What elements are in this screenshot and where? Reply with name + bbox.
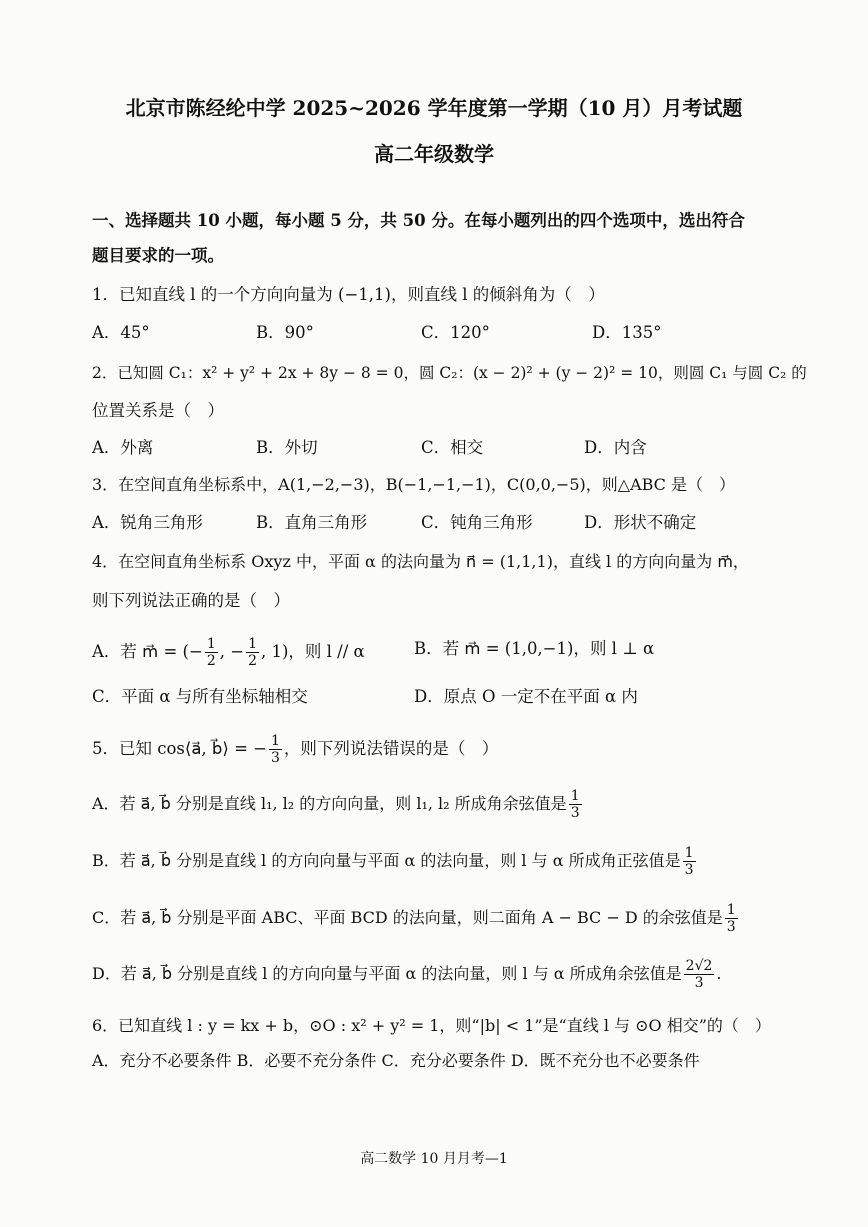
q1-option-a: A．45° xyxy=(92,323,150,342)
q4-option-c: C．平面 α 与所有坐标轴相交 xyxy=(92,687,308,706)
q1-option-b: B．90° xyxy=(256,323,314,342)
q2-option-a: A．外离 xyxy=(92,438,154,457)
q2-option-b: B．外切 xyxy=(256,438,318,457)
q1-option-d: D．135° xyxy=(592,323,662,342)
q5-option-d-fraction xyxy=(684,958,715,991)
q1-option-c: C．120° xyxy=(421,323,490,342)
q4-option-b: B．若 m⃗ = (1,0,−1)，则 l ⊥ α xyxy=(414,639,655,658)
fraction-numerator: 1 xyxy=(270,733,280,749)
q4-option-d: D．原点 O 一定不在平面 α 内 xyxy=(414,687,638,706)
section-heading-line1: 一、选择题共 10 小题，每小题 5 分，共 50 分。在每小题列出的四个选项中，选出符合 xyxy=(92,211,745,230)
q3-stem: 3．在空间直角坐标系中，A(1,−2,−3)，B(−1,−1,−1)，C(0,0,−5)，则△ABC 是（ ） xyxy=(92,475,736,494)
q3-option-d: D．形状不确定 xyxy=(584,513,697,532)
q6-options: A．充分不必要条件 B．必要不充分条件 C．充分必要条件 D．既不充分也不必要条件 xyxy=(92,1051,700,1070)
fraction-numerator: 2√2 xyxy=(685,958,713,974)
q2-stem-line2: 位置关系是（ ） xyxy=(92,401,224,420)
q5-option-d xyxy=(92,958,722,991)
fraction-numerator: 1 xyxy=(248,636,257,652)
q5-option-b xyxy=(92,845,698,878)
exam-subtitle: 高二年级数学 xyxy=(374,142,494,166)
fraction-denominator: 2 xyxy=(206,653,216,669)
q5-option-c-fraction xyxy=(725,902,738,935)
q1-stem: 1．已知直线 l 的一个方向向量为 (−1,1)，则直线 l 的倾斜角为（ ） xyxy=(92,285,605,304)
q3-option-c: C．钝角三角形 xyxy=(421,513,533,532)
q5-option-d-text: D．若 a⃗, b⃗ 分别是直线 l 的方向向量与平面 α 的法向量，则 l 与 α 所成角余弦值是 xyxy=(92,964,682,983)
q4-stem-line2: 则下列说法正确的是（ ） xyxy=(92,591,290,610)
q6-stem: 6．已知直线 l : y = kx + b，⊙O : x² + y² = 1，则“|b| < 1”是“直线 l 与 ⊙O 相交”的（ ） xyxy=(92,1016,771,1035)
q5-option-a-fraction xyxy=(569,788,582,821)
fraction-numerator: 1 xyxy=(684,845,694,861)
section-heading-line2: 题目要求的一项。 xyxy=(92,246,224,265)
fraction-numerator: 1 xyxy=(570,788,580,804)
q5-option-a-text: A．若 a⃗, b⃗ 分别是直线 l₁, l₂ 的方向向量，则 l₁, l₂ 所成角余弦值是 xyxy=(92,794,567,813)
q4-option-a-text-start: A．若 m⃗ = (− xyxy=(92,642,203,661)
q5-option-c xyxy=(92,902,740,935)
q4-option-a-text-mid: , − xyxy=(219,642,245,661)
exam-title: 北京市陈经纶中学 2025~2026 学年度第一学期（10 月）月考试题 xyxy=(125,96,743,120)
q5-stem-fraction xyxy=(269,733,282,766)
q5-stem xyxy=(92,733,498,766)
fraction-denominator: 2 xyxy=(248,653,257,669)
q2-stem-line1: 2．已知圆 C₁：x² + y² + 2x + 8y − 8 = 0，圆 C₂：(x − 2)² + (y − 2)² = 10，则圆 C₁ 与圆 C₂ 的 xyxy=(92,364,807,382)
page-footer: 高二数学 10 月月考—1 xyxy=(360,1151,508,1167)
fraction-denominator: 3 xyxy=(726,919,736,935)
q2-option-d: D．内含 xyxy=(584,438,647,457)
q3-option-b: B．直角三角形 xyxy=(256,513,368,532)
q5-stem-start: 5．已知 cos⟨a⃗, b⃗⟩ = − xyxy=(92,739,267,758)
q5-option-d-end: . xyxy=(716,964,722,983)
q2-option-c: C．相交 xyxy=(421,438,484,457)
q5-option-c-text: C．若 a⃗, b⃗ 分别是平面 ABC、平面 BCD 的法向量，则二面角 A − BC − D 的余弦值是 xyxy=(92,908,723,927)
q4-option-a-fraction1 xyxy=(205,636,218,669)
fraction-numerator: 1 xyxy=(206,636,216,652)
q4-option-a-text-end: , 1)，则 l // α xyxy=(260,642,365,661)
fraction-denominator: 3 xyxy=(684,862,694,878)
q5-option-a xyxy=(92,788,584,821)
q5-option-b-text: B．若 a⃗, b⃗ 分别是直线 l 的方向向量与平面 α 的法向量，则 l 与 α 所成角正弦值是 xyxy=(92,851,681,870)
q4-stem-line1: 4．在空间直角坐标系 Oxyz 中，平面 α 的法向量为 n⃗ = (1,1,1)，直线 l 的方向向量为 m⃗， xyxy=(92,552,749,571)
q3-option-a: A．锐角三角形 xyxy=(92,513,203,532)
fraction-denominator: 3 xyxy=(570,805,580,821)
q4-option-a xyxy=(92,636,365,669)
q5-option-b-fraction xyxy=(683,845,696,878)
fraction-denominator: 3 xyxy=(694,975,704,991)
fraction-denominator: 3 xyxy=(270,750,280,766)
fraction-numerator: 1 xyxy=(726,902,736,918)
q5-stem-end: ，则下列说法错误的是（ ） xyxy=(283,739,499,758)
q4-option-a-fraction2 xyxy=(246,636,259,669)
